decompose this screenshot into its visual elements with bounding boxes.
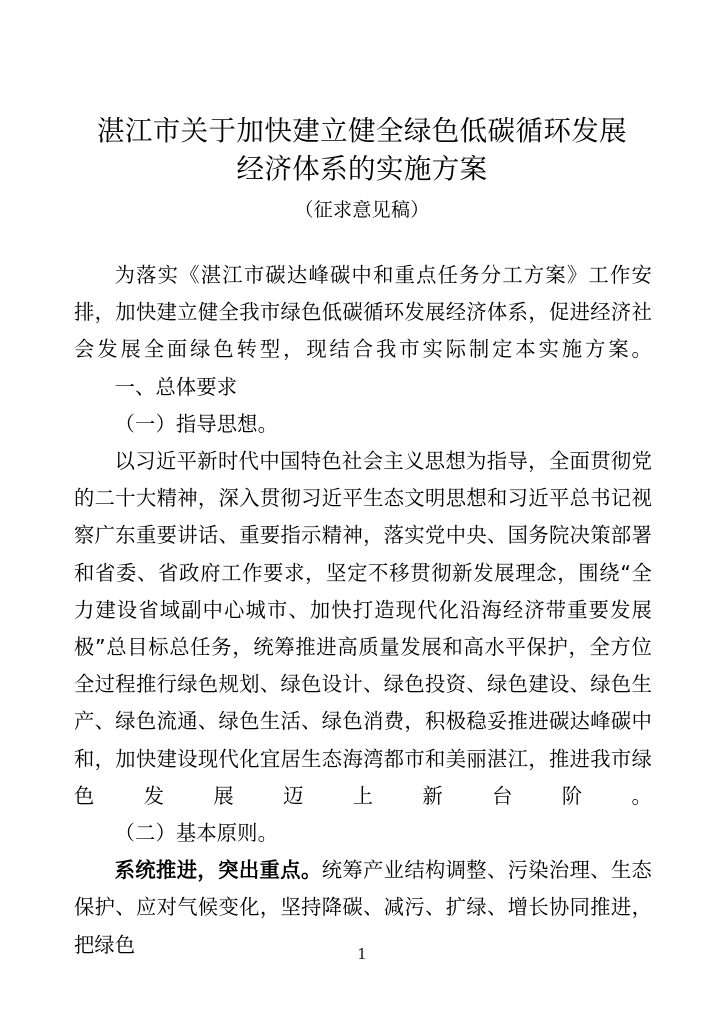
document-title-line-2: 经济体系的实施方案 [236, 153, 488, 185]
principle-1-lead: 系统推进，突出重点。 [114, 858, 322, 883]
preamble-paragraph: 为落实《湛江市碳达峰碳中和重点任务分工方案》工作安排，加快建立健全我市绿色低碳循环发展经济体系，促进经济社会发展全面绿色转型，现结合我市实际制定本实施方案。 [74, 263, 652, 362]
section-heading-1: 一、总体要求 [114, 374, 238, 399]
page-number: 1 [357, 945, 367, 963]
subsection-heading-1: （一）指导思想。 [114, 411, 279, 436]
subsection-1-body: 以习近平新时代中国特色社会主义思想为指导，全面贯彻党的二十大精神，深入贯彻习近平生态文明思想和习近平总书记视察广东重要讲话、重要指示精神，落实党中央、国务院决策部署和省委、省政府工作要求，坚定不移贯彻新发展理念，围绕“全力建设省域副中心城市、加快打造现代化沿海经济带重要发展极”总目标总任务，统筹推进高质量发展和高水平保护，全方位全过程推行绿色规划、绿色设计、绿色投资、绿色建设、绿色生产、绿色流通、绿色生活、绿色消费，积极稳妥推进碳达峰碳中和，加快建设现代化宜居生态海湾都市和美丽湛江，推进我市绿色发展迈上新台阶。 [74, 449, 652, 808]
document-body [74, 257, 652, 964]
document-title-block [74, 112, 650, 225]
document-title-line-1: 湛江市关于加快建立健全绿色低碳循环发展 [96, 115, 628, 147]
subsection-heading-2: （二）基本原则。 [114, 821, 279, 846]
document-subtitle: （征求意见稿） [294, 199, 430, 221]
principle-1-body: 统筹产业结构调整、污染治理、生态保护、应对气候变化，坚持降碳、减污、扩绿、增长协同推进，把绿色 [74, 858, 652, 957]
page-footer [0, 944, 724, 963]
